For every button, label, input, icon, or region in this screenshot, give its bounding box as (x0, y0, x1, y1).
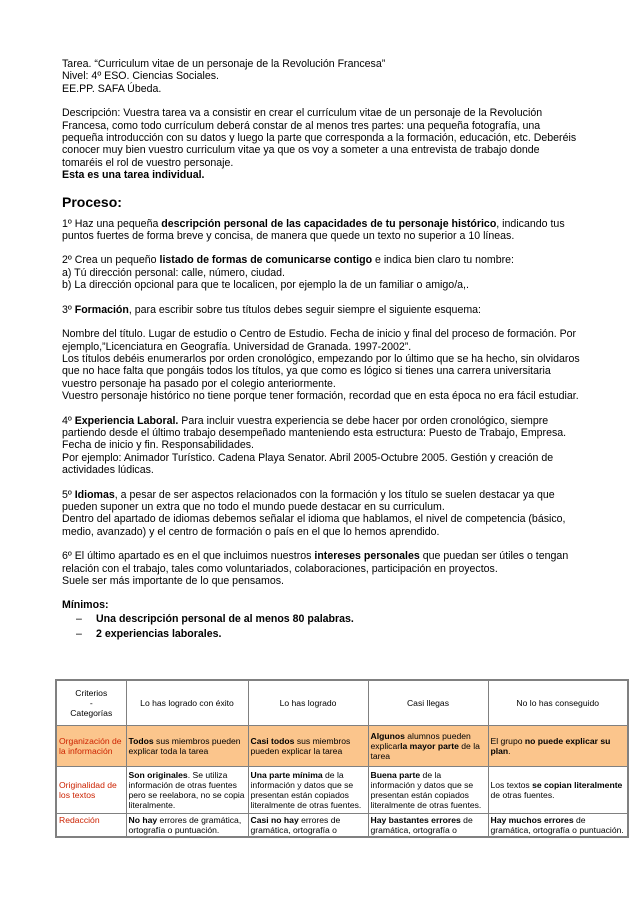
rubric-cell: Todos sus miembros pueden explicar toda la tarea (126, 726, 248, 767)
rubric-cell: Hay bastantes errores de gramática, ortografía o (368, 814, 488, 838)
rubric-cell: Una parte mínima de la información y datos que se presentan están copiados literalmente de otras fuentes. (248, 767, 368, 814)
individual-note: Esta es una tarea individual. (62, 169, 205, 182)
minimum-item: – Una descripción personal de al menos 80 palabras. (76, 612, 582, 627)
step-2: 2º Crea un pequeño listado de formas de comunicarse contigo e indica bien claro tu nombre: a) Tú dirección personal: calle, número, ciudad. b) La dirección opcional para que te localicen, por ejemplo la de un familiar o amigo/a,. (62, 254, 514, 292)
criterion-cell: Redacción (56, 814, 126, 838)
step-5: 5º Idiomas, a pesar de ser aspectos relacionados con la formación y los título se suelen destacar ya que pueden suponer un extra que no todo el mundo puede destacar en su curriculum. Dentro del apartado de idiomas debemos señalar el idioma que hablamos, el nivel de competencia (básico, medio, avanzado) y el centro de formación o país en el que lo hemos aprendido. (62, 488, 566, 538)
step-2-item-b: b) La dirección opcional para que te localicen, por ejemplo la de un familiar o amigo/a,. (62, 279, 469, 292)
minimums-list (62, 612, 582, 642)
task-title: Tarea. “Curriculum vitae de un personaje de la Revolución Francesa” (62, 58, 386, 70)
rubric-cell: Algunos alumnos pueden explicarla mayor parte de la tarea (368, 726, 488, 767)
rubric-cell: Hay muchos errores de gramática, ortografía o puntuación. (488, 814, 628, 838)
rubric-row-writing (56, 814, 628, 838)
rubric-cell: Casi todos sus miembros pueden explicar la tarea (248, 726, 368, 767)
description-text: Descripción: Vuestra tarea va a consistir en crear el currículum vitae de un personaje de la Revolución Francesa, como todo currículum deberá constar de al menos tres partes: una pequeña fotografía, una pequeña introducción con su datos y luego la parte que corresponda a la formación, educación, etc. Deberéis conocer muy bien vuestro curriculum vitae ya que os voy a someter a una entrevista de trabajo donde tomaréis el rol de vuestro personaje. (62, 107, 577, 169)
criterion-cell: Organización de la información (56, 726, 126, 767)
step-4: 4º Experiencia Laboral. Para incluir vuestra experiencia se debe hacer por orden cronológico, siempre partiendo desde el último trabajo desempeñado manteniendo esta estructura: Puesto de Trabajo, Empresa. Fecha de inicio y fin. Responsabilidades. Por ejemplo: Animador Turístico. Cadena Playa Senator. Abril 2005-Octubre 2005. Gestión y creación de actividades lúdicas. (62, 414, 567, 477)
criteria-header: Criterios - Categorías (56, 680, 126, 726)
process-heading: Proceso: (62, 193, 122, 210)
step-3: 3º Formación, para escribir sobre tus títulos debes seguir siempre el siguiente esquema: (62, 303, 482, 316)
school-line: EE.PP. SAFA Úbeda. (62, 82, 162, 95)
document-body (62, 58, 582, 642)
description-paragraph (62, 107, 582, 181)
minimums-title: Mínimos: (62, 599, 109, 612)
step-2-item-a: a) Tú dirección personal: calle, número, ciudad. (62, 266, 285, 279)
step-3-details: Nombre del título. Lugar de estudio o Centro de Estudio. Fecha de inicio y final del proceso de formación. Por ejemplo,”Licenciatura en Geografía. Universidad de Granada. 1997-2002”. Los títulos debéis enumerarlos por orden cronológico, empezando por lo último que se ha hecho, sin olvidaros que no hace falta que pongáis todos los títulos, ya que como es lógico si tienes una carrera universitaria vuestro personaje ha pasado por el colegio anteriormente. Vuestro personaje histórico no tiene porque tener formación, recordad que en esta época no era fácil estudiar. (62, 328, 580, 403)
rubric-cell: Son originales. Se utiliza información de otras fuentes pero se reelabora, no se copia literalmente. (126, 767, 248, 814)
rubric-cell: Buena parte de la información y datos que se presentan están copiados literalmente de otras fuentes. (368, 767, 488, 814)
step-6: 6º El último apartado es en el que incluimos nuestros intereses personales que puedan ser útiles o tengan relación con el trabajo, tales como voluntariados, colaboraciones, participación en proyectos. Suele ser más importante de lo que pensamos. (62, 550, 569, 587)
header-not-achieved: No lo has conseguido (488, 680, 628, 726)
rubric-row-organization (56, 726, 628, 767)
header-almost: Casi llegas (368, 680, 488, 726)
rubric-cell: No hay errores de gramática, ortografía o puntuación. (126, 814, 248, 838)
rubric-table (55, 679, 629, 838)
rubric-row-originality (56, 767, 628, 814)
header-success: Lo has logrado con éxito (126, 680, 248, 726)
level-line: Nivel: 4º ESO. Ciencias Sociales. (62, 70, 219, 83)
minimum-item: – 2 experiencias laborales. (76, 627, 582, 642)
rubric-cell: Los textos se copian literalmente de otras fuentes. (488, 767, 628, 814)
header-achieved: Lo has logrado (248, 680, 368, 726)
rubric-cell: El grupo no puede explicar su plan. (488, 726, 628, 767)
rubric-header-row (56, 680, 628, 726)
step-1: 1º Haz una pequeña descripción personal de las capacidades de tu personaje histórico, indicando tus puntos fuertes de forma breve y concisa, de manera que quede un texto no superior a 10 líneas. (62, 217, 565, 243)
rubric-cell: Casi no hay errores de gramática, ortografía o (248, 814, 368, 838)
criterion-cell: Originalidad de los textos (56, 767, 126, 814)
